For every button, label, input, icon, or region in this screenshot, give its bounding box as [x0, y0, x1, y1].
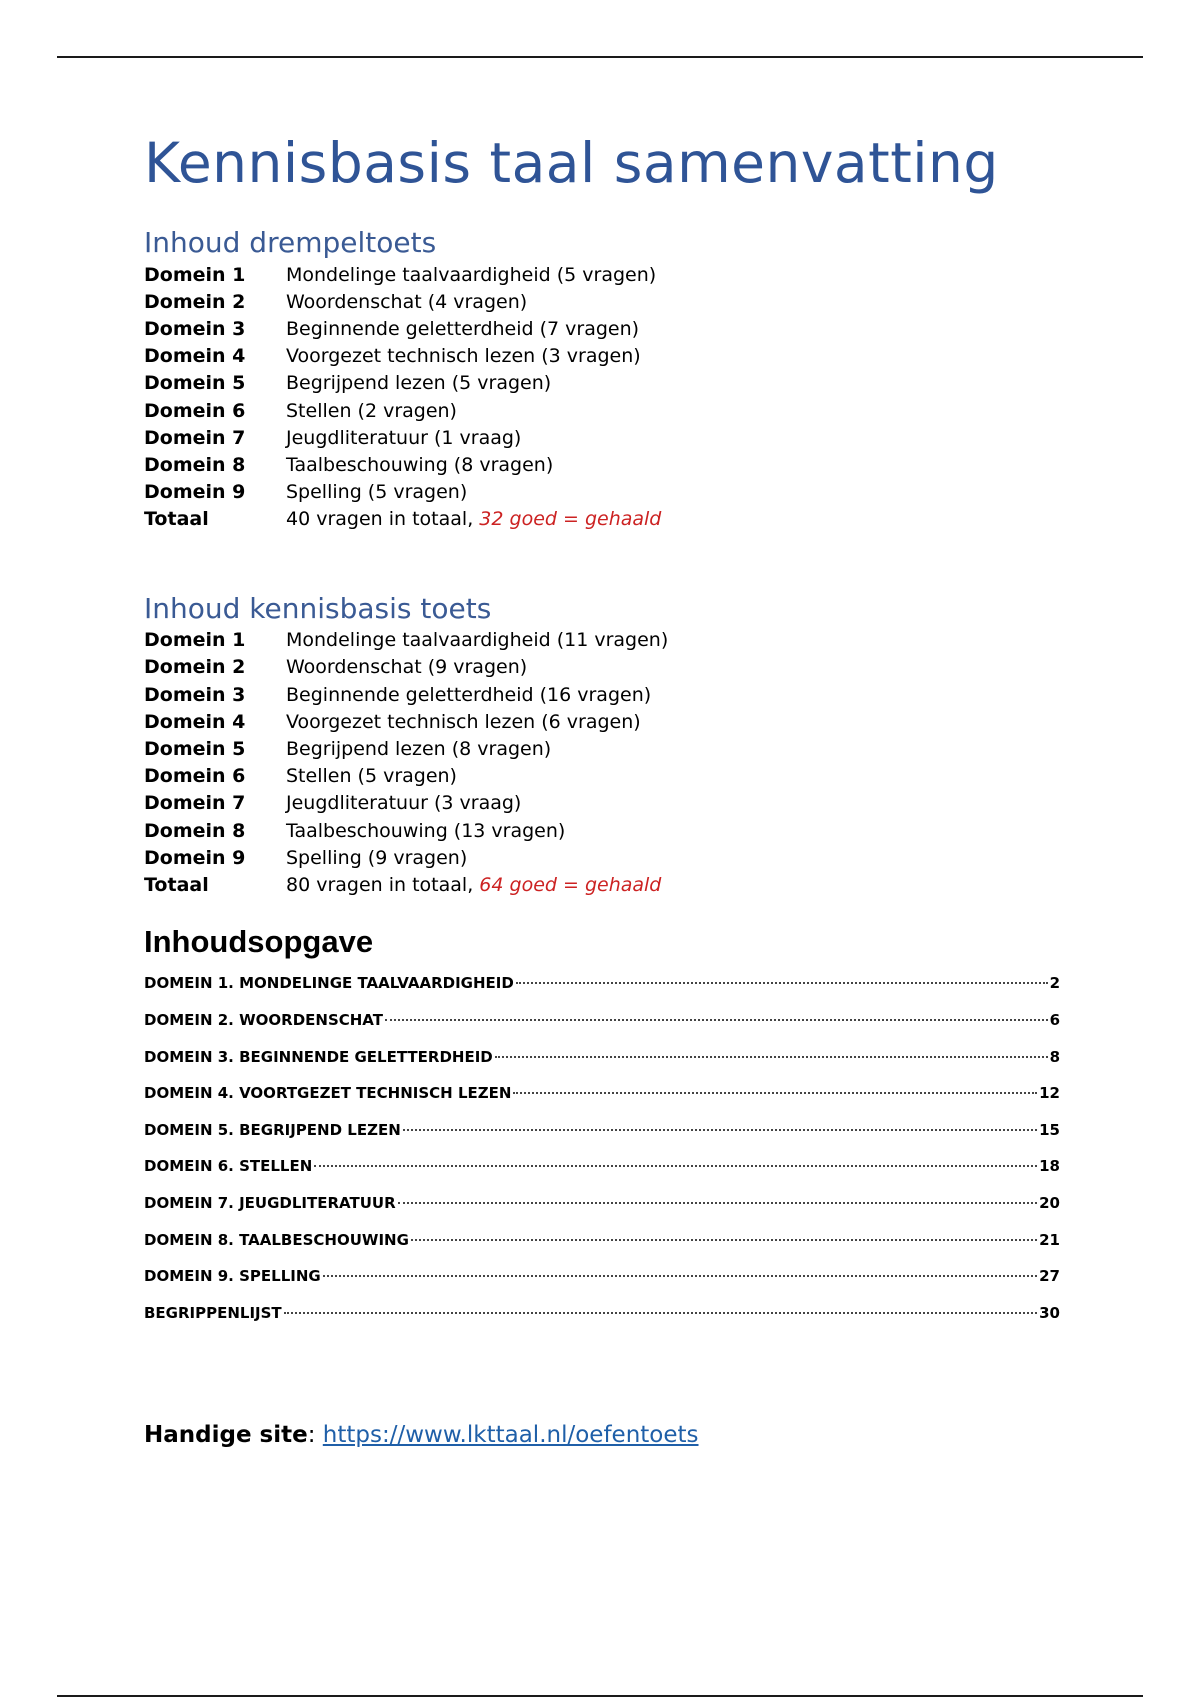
domain-description: Begrijpend lezen (8 vragen): [286, 738, 552, 761]
domain-row: [144, 289, 661, 316]
toc-entry[interactable]: [144, 1265, 1060, 1302]
handy-site-label: Handige site: [144, 1422, 308, 1449]
total-description: [286, 872, 668, 899]
domain-description: Mondelinge taalvaardigheid (5 vragen): [286, 263, 657, 286]
toc-entry-title: DOMEIN 6. STELLEN: [144, 1157, 313, 1176]
total-row: [144, 506, 661, 533]
bottom-rule: [57, 1695, 1143, 1697]
toc-entry[interactable]: [144, 1046, 1060, 1083]
total-label: Totaal: [144, 508, 209, 531]
toc-dot-leader: [411, 1239, 1037, 1241]
toc-entry-title: DOMEIN 2. WOORDENSCHAT: [144, 1011, 383, 1030]
handy-site-link[interactable]: https://www.lkttaal.nl/oefentoets: [322, 1422, 699, 1449]
toc-dot-leader: [495, 1056, 1048, 1058]
domain-row: [144, 262, 661, 289]
toc-entry[interactable]: [144, 1229, 1060, 1266]
toc-entry-title: BEGRIPPENLIJST: [144, 1303, 282, 1322]
domain-description: Beginnende geletterdheid (7 vragen): [286, 318, 640, 340]
domain-label: Domein 7: [144, 426, 246, 449]
toc-entry[interactable]: [144, 1009, 1060, 1046]
toc-dot-leader: [385, 1019, 1048, 1021]
domain-label: Domein 5: [144, 738, 246, 761]
domain-label: Domein 3: [144, 683, 246, 706]
domain-description: Woordenschat (4 vragen): [286, 290, 528, 313]
domain-row: [144, 627, 668, 654]
domain-row: [144, 736, 668, 763]
handy-site-line: [144, 1422, 1060, 1448]
kennisbasis-table: [144, 627, 668, 899]
domain-label: Domein 3: [144, 318, 246, 340]
toc-dot-leader: [516, 982, 1048, 984]
toc-entry-page: 8: [1049, 1047, 1060, 1066]
domain-row: [144, 343, 661, 370]
domain-row: [144, 709, 668, 736]
pass-threshold-note: 64 goed = gehaald: [479, 874, 662, 897]
toc-entry-page: 18: [1039, 1157, 1060, 1176]
total-row: [144, 872, 668, 899]
domain-row: [144, 790, 668, 817]
toc-entry-title: DOMEIN 3. BEGINNENDE GELETTERDHEID: [144, 1047, 493, 1066]
toc-dot-leader: [314, 1165, 1037, 1167]
domain-description: Spelling (5 vragen): [286, 481, 468, 504]
domain-label: Domein 6: [144, 765, 246, 788]
domain-label: Domein 5: [144, 372, 246, 395]
toc-entry-page: 21: [1039, 1230, 1060, 1249]
domain-row: [144, 398, 661, 425]
toc-dot-leader: [323, 1275, 1037, 1277]
handy-site-colon: :: [307, 1422, 323, 1449]
toc-entry-title: DOMEIN 4. VOORTGEZET TECHNISCH LEZEN: [144, 1084, 512, 1103]
toc-entry-title: DOMEIN 8. TAALBESCHOUWING: [144, 1230, 409, 1249]
domain-label: Domein 6: [144, 399, 246, 422]
domain-description: Woordenschat (9 vragen): [286, 656, 528, 679]
domain-description: Beginnende geletterdheid (16 vragen): [286, 683, 652, 706]
domain-label: Domein 9: [144, 846, 246, 869]
domain-row: [144, 452, 661, 479]
drempeltoets-heading: Inhoud drempeltoets: [144, 226, 437, 259]
domain-row: [144, 654, 668, 681]
toc-entry[interactable]: [144, 1302, 1060, 1339]
toc-entry-title: DOMEIN 1. MONDELINGE TAALVAARDIGHEID: [144, 974, 514, 993]
domain-description: Taalbeschouwing (8 vragen): [286, 454, 554, 477]
toc-dot-leader: [513, 1092, 1037, 1094]
domain-label: Domein 8: [144, 819, 246, 842]
domain-description: Jeugdliteratuur (3 vraag): [286, 792, 522, 815]
toc-entry-page: 20: [1039, 1194, 1060, 1212]
domain-label: Domein 4: [144, 710, 246, 733]
total-description: [286, 506, 661, 533]
document-title: Kennisbasis taal samenvatting: [144, 131, 999, 195]
domain-description: Voorgezet technisch lezen (6 vragen): [286, 710, 641, 733]
domain-description: Spelling (9 vragen): [286, 846, 468, 869]
kennisbasis-heading: Inhoud kennisbasis toets: [144, 591, 492, 625]
domain-row: [144, 425, 661, 452]
toc-entry-title: DOMEIN 5. BEGRIJPEND LEZEN: [144, 1120, 401, 1139]
toc-list: [144, 972, 1060, 1338]
domain-row: [144, 479, 661, 506]
domain-label: Domein 7: [144, 792, 246, 815]
domain-description: Mondelinge taalvaardigheid (11 vragen): [286, 629, 669, 652]
toc-entry-page: 12: [1039, 1084, 1060, 1103]
toc-entry[interactable]: [144, 1082, 1060, 1119]
domain-label: Domein 1: [144, 629, 246, 652]
toc-dot-leader: [403, 1129, 1037, 1131]
domain-row: [144, 682, 668, 709]
domain-row: [144, 763, 668, 790]
toc-entry[interactable]: [144, 1155, 1060, 1192]
domain-description: Jeugdliteratuur (1 vraag): [286, 426, 522, 449]
toc-entry-page: 30: [1039, 1303, 1060, 1322]
toc-heading: Inhoudsopgave: [144, 924, 374, 960]
top-rule: [57, 56, 1143, 58]
domain-label: Domein 1: [144, 263, 246, 286]
drempeltoets-section: [144, 226, 1060, 534]
toc-entry[interactable]: [144, 972, 1060, 1009]
toc-entry[interactable]: [144, 1192, 1060, 1229]
total-label: Totaal: [144, 874, 209, 897]
toc-entry-page: 15: [1039, 1120, 1060, 1139]
domain-label: Domein 2: [144, 656, 246, 679]
drempeltoets-table: [144, 262, 661, 534]
toc-entry[interactable]: [144, 1119, 1060, 1156]
toc-entry-title: DOMEIN 9. SPELLING: [144, 1267, 321, 1286]
domain-description: Voorgezet technisch lezen (3 vragen): [286, 345, 641, 368]
domain-description: Taalbeschouwing (13 vragen): [286, 819, 566, 842]
domain-description: Stellen (2 vragen): [286, 399, 457, 422]
domain-description: Begrijpend lezen (5 vragen): [286, 372, 552, 395]
pass-threshold-note: 32 goed = gehaald: [479, 508, 662, 531]
table-of-contents: [144, 923, 1060, 1338]
toc-dot-leader: [398, 1202, 1038, 1204]
domain-description: Stellen (5 vragen): [286, 765, 457, 788]
domain-row: [144, 370, 661, 397]
domain-label: Domein 4: [144, 345, 246, 368]
toc-entry-title: DOMEIN 7. JEUGDLITERATUUR: [144, 1194, 396, 1212]
toc-dot-leader: [284, 1312, 1037, 1314]
toc-entry-page: 6: [1049, 1011, 1060, 1030]
toc-entry-page: 2: [1049, 974, 1060, 993]
domain-label: Domein 8: [144, 454, 246, 477]
domain-row: [144, 845, 668, 872]
document-body: [144, 130, 1060, 1448]
total-count: 80 vragen in totaal,: [286, 874, 474, 897]
domain-row: [144, 818, 668, 845]
total-count: 40 vragen in totaal,: [286, 508, 474, 531]
kennisbasis-section: [144, 592, 1060, 900]
toc-entry-page: 27: [1039, 1267, 1060, 1286]
domain-label: Domein 9: [144, 481, 246, 504]
domain-row: [144, 316, 661, 343]
domain-label: Domein 2: [144, 290, 246, 313]
